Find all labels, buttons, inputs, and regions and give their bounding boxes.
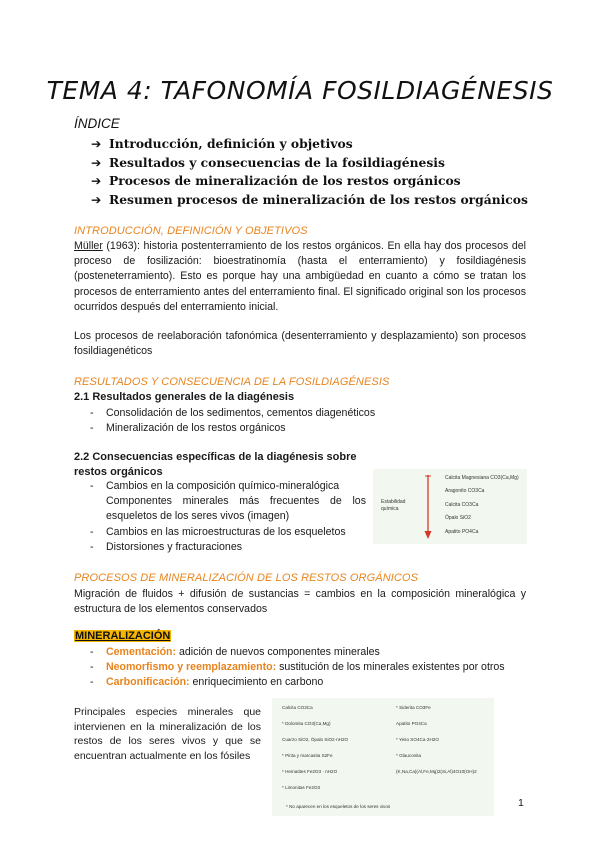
mineral-species: Calcita CO3Ca bbox=[282, 705, 313, 710]
index-item[interactable]: ➔ Resumen procesos de mineralización de los restos orgánicos bbox=[91, 191, 528, 210]
intro-paragraph: Müller (1963): historia postenterramiento de los restos orgánicos. En ella hay dos procesos del proceso de fosilización: bioestratinomía (hasta el enterramiento) y fosildiagénesis (posteneterramiento). Esto es porque hay una ambigüedad en cuanto a cómo se tratan los procesos de enterramiento antes del enterramiento final. El significado original son los procesos ocurridos después del enterramiento inicial. bbox=[74, 240, 526, 313]
minerals-paragraph: Principales especies minerales que intervienen en la mineralización de los restos de los seres vivos y que se encuentran actualmente en los fósiles bbox=[74, 706, 261, 762]
list-item: - Cambios en las microestructuras de los esqueletos bbox=[88, 525, 366, 540]
mineralization-list bbox=[88, 645, 518, 691]
mineral-species-figure bbox=[272, 698, 494, 816]
section-heading-resultados: RESULTADOS Y CONSECUENCIA DE LA FOSILDIAGÉNESIS bbox=[74, 376, 390, 388]
mineral-species: * Dolomita CO3(Ca,Mg) bbox=[282, 721, 331, 726]
mineral-label: Calcita Magnesiana CO3(Ca,Mg) bbox=[445, 475, 519, 481]
mineral-label: Apatito PO4Ca bbox=[445, 529, 479, 535]
index-heading: ÍNDICE bbox=[74, 116, 120, 131]
page-number: 1 bbox=[518, 797, 524, 809]
list-item: - Neomorfismo y reemplazamiento: sustitución de los minerales existentes por otros bbox=[88, 660, 518, 675]
stability-axis-label: Estabilidad química bbox=[381, 499, 406, 512]
mineral-species: * Hematites Fe2O3 · nH2O bbox=[282, 769, 338, 774]
index-item[interactable]: ➔ Procesos de mineralización de los restos orgánicos bbox=[91, 172, 528, 191]
list-item-continuation: Componentes minerales más frecuentes de los esqueletos de los seres vivos (imagen) bbox=[106, 495, 366, 523]
subsection-title-2-2: 2.2 Consecuencias específicas de la diagénesis sobre restos orgánicos bbox=[74, 451, 357, 478]
figure-footnote: * No aparecen en los esqueletos de los seres vivos bbox=[286, 804, 391, 809]
index-item[interactable]: ➔ Introducción, definición y objetivos bbox=[91, 135, 528, 154]
section-heading-procesos: PROCESOS DE MINERALIZACIÓN DE LOS RESTOS ORGÁNICOS bbox=[74, 572, 419, 584]
mineral-species: * Pirita y marcasita S2Fe bbox=[282, 753, 333, 758]
list-item: - Cementación: adición de nuevos componentes minerales bbox=[88, 645, 518, 660]
results-list bbox=[88, 406, 488, 436]
list-item: - Mineralización de los restos orgánicos bbox=[88, 421, 488, 436]
list-item: - Cambios en la composición químico-mineralógica bbox=[88, 479, 366, 494]
stability-arrow-icon bbox=[423, 473, 433, 541]
mineral-species: * Limonitas Fe2O3 bbox=[282, 785, 321, 790]
mineral-label: Aragonito CO3Ca bbox=[445, 488, 485, 494]
intro-paragraph-2: Los procesos de reelaboración tafonómica (desenterramiento y desplazamiento) son procesos fosildiagenéticos bbox=[74, 330, 526, 358]
mineral-species: * Glauconita bbox=[396, 753, 422, 758]
mineral-stability-figure bbox=[373, 469, 527, 544]
procesos-paragraph: Migración de fluidos + difusión de sustancias = cambios en la composición mineralógica y estructura de los elementos conservados bbox=[74, 588, 526, 616]
mineral-label: Calcita CO3Ca bbox=[445, 502, 479, 508]
arrow-right-icon: ➔ bbox=[91, 137, 102, 151]
list-item: - Consolidación de los sedimentos, cementos diagenéticos bbox=[88, 406, 488, 421]
document-title: TEMA 4: TAFONOMÍA FOSILDIAGÉNESIS bbox=[46, 76, 554, 105]
mineral-species: Cuarzo SiO2, Ópalo SiO2·nH2O bbox=[282, 737, 349, 742]
subsection-title-2-1: 2.1 Resultados generales de la diagénesis bbox=[74, 391, 295, 403]
index-item[interactable]: ➔ Resultados y consecuencias de la fosildiagénesis bbox=[91, 154, 528, 173]
mineral-species: (K,Na,Ca)(Al,Fe,Mg)2(Si,Al)4O10(OH)2 bbox=[396, 769, 477, 774]
arrow-right-icon: ➔ bbox=[91, 174, 102, 188]
list-item: - Carbonificación: enriquecimiento en carbono bbox=[88, 675, 518, 690]
mineral-species: Apatito PO4Ca bbox=[396, 721, 427, 726]
list-item: - Distorsiones y fracturaciones bbox=[88, 540, 366, 555]
arrow-right-icon: ➔ bbox=[91, 192, 102, 207]
mineral-species: * Siderita CO3Fe bbox=[396, 705, 431, 710]
arrow-right-icon: ➔ bbox=[91, 155, 102, 170]
mineral-label: Ópalo SiO2 bbox=[445, 515, 471, 521]
author-name: Müller bbox=[74, 240, 103, 252]
index-list bbox=[91, 135, 528, 209]
consequences-list bbox=[88, 479, 366, 555]
mineral-species: * Yeso SO4Ca·2H2O bbox=[396, 737, 439, 742]
section-heading-intro: INTRODUCCIÓN, DEFINICIÓN Y OBJETIVOS bbox=[74, 225, 308, 237]
mineralizacion-heading: MINERALIZACIÓN bbox=[75, 630, 171, 642]
